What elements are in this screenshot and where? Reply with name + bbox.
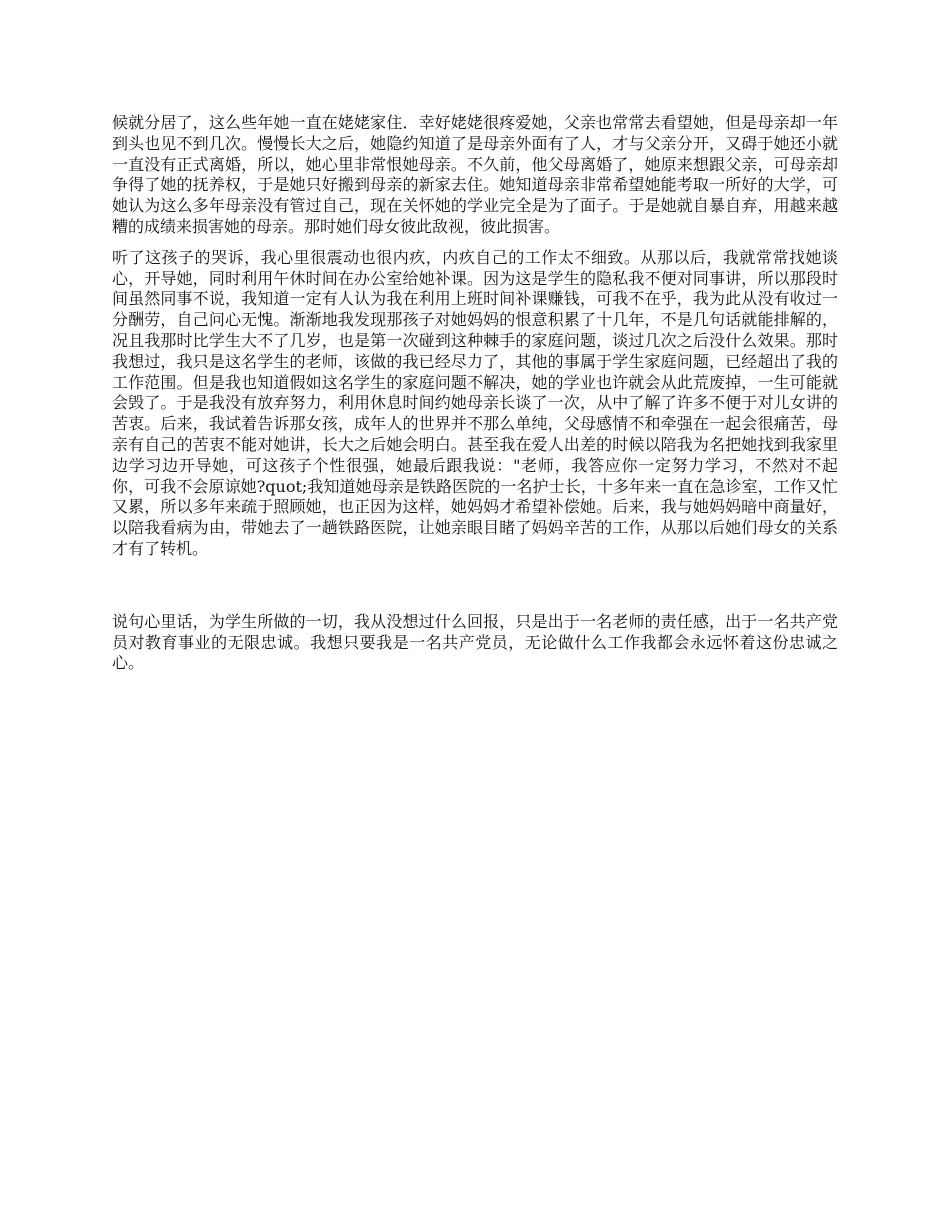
- paragraph-1: 候就分居了，这么些年她一直在姥姥家住．幸好姥姥很疼爱她，父亲也常常去看望她，但是母亲却一年到头也见不到几次。慢慢长大之后，她隐约知道了是母亲外面有了人，才与父亲分开，又碍于她还小就一直没有正式离婚，所以，她心里非常恨她母亲。不久前，他父母离婚了，她原来想跟父亲，可母亲却争得了她的抚养权，于是她只好搬到母亲的新家去住。她知道母亲非常希望她能考取一所好的大学，可她认为这么多年母亲没有管过自己，现在关怀她的学业完全是为了面子。于是她就自暴自弃，用越来越糟的成绩来损害她的母亲。那时她们母女彼此敌视，彼此损害。: [112, 113, 838, 236]
- document-body: [112, 113, 838, 674]
- paragraph-2: 听了这孩子的哭诉，我心里很震动也很内疚，内疚自己的工作太不细致。从那以后，我就常常找她谈心，开导她，同时利用午休时间在办公室给她补课。因为这是学生的隐私我不便对同事讲，所以那段时间虽然同事不说，我知道一定有人认为我在利用上班时间补课赚钱，可我不在乎，我为此从没有收过一分酬劳，自己问心无愧。渐渐地我发现那孩子对她妈妈的恨意积累了十几年，不是几句话就能排解的，况且我那时比学生大不了几岁，也是第一次碰到这种棘手的家庭问题，谈过几次之后没什么效果。那时我想过，我只是这名学生的老师，该做的我已经尽力了，其他的事属于学生家庭问题，已经超出了我的工作范围。但是我也知道假如这名学生的家庭问题不解决，她的学业也许就会从此荒废掉，一生可能就会毁了。于是我没有放弃努力，利用休息时间约她母亲长谈了一次，从中了解了许多不便于对儿女讲的苦衷。后来，我试着告诉那女孩，成年人的世界并不那么单纯，父母感情不和牵强在一起会很痛苦，母亲有自己的苦衷不能对她讲，长大之后她会明白。甚至我在爱人出差的时候以陪我为名把她找到我家里边学习边开导她，可这孩子个性很强，她最后跟我说："老师，我答应你一定努力学习，不然对不起你，可我不会原谅她?quot;我知道她母亲是铁路医院的一名护士长，十多年来一直在急诊室，工作又忙又累，所以多年来疏于照顾她，也正因为这样，她妈妈才希望补偿她。后来，我与她妈妈暗中商量好，以陪我看病为由，带她去了一趟铁路医院，让她亲眼目睹了妈妈辛苦的工作，从那以后她们母女的关系才有了转机。: [112, 247, 838, 558]
- paragraph-3: 说句心里话，为学生所做的一切，我从没想过什么回报，只是出于一名老师的责任感，出于一名共产党员对教育事业的无限忠诚。我想只要我是一名共产党员，无论做什么工作我都会永远怀着这份忠诚之心。: [112, 611, 838, 673]
